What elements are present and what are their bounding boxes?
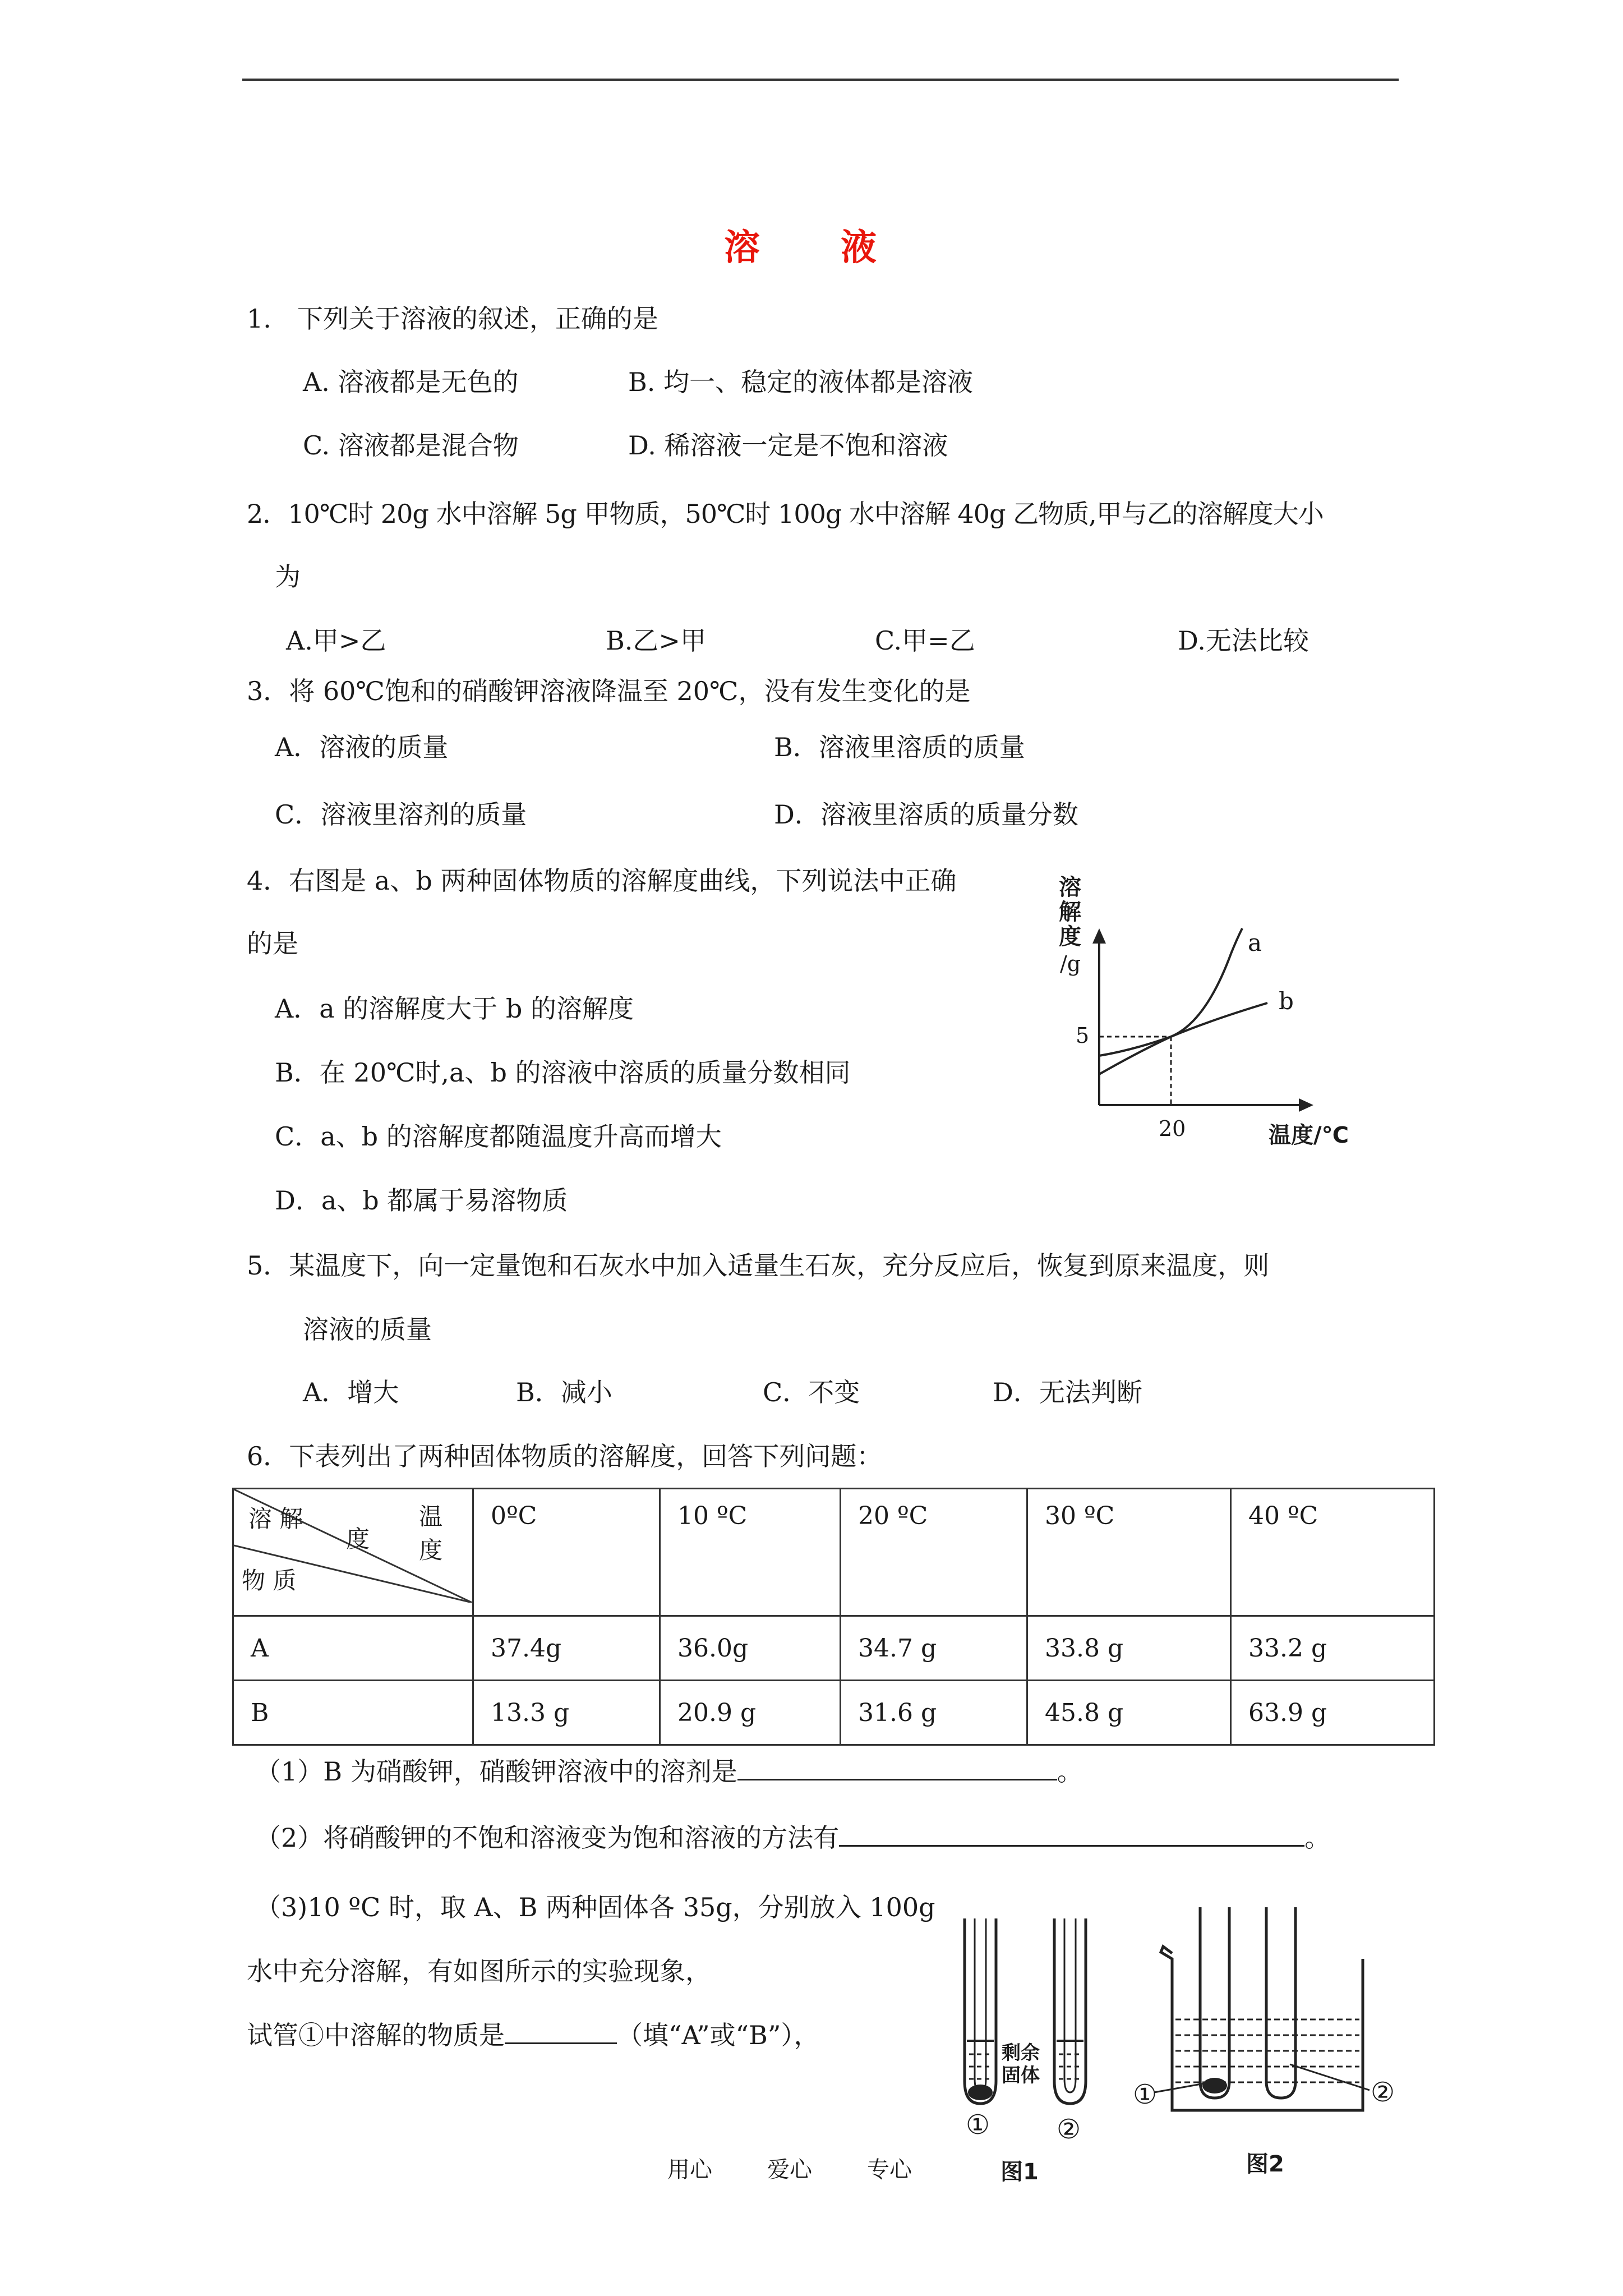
row-a-40c: 33.2 g — [1231, 1616, 1435, 1681]
table-header-row — [233, 1489, 1435, 1616]
q2-option-a: A.甲>乙 — [286, 625, 386, 656]
q6-sub3-answer-blank[interactable] — [505, 2018, 617, 2044]
corner-label-temperature: 温 度 — [419, 1503, 443, 1564]
q6-sub2-period: 。 — [1304, 1823, 1331, 1853]
q4-option-b: B．在 20℃时,a、b 的溶液中溶质的质量分数相同 — [275, 1057, 851, 1088]
footer-zhuanxin: 专心 — [867, 2157, 912, 2183]
fig2-tube-1 — [1200, 1907, 1229, 2098]
tube-1-outline — [965, 1918, 996, 2104]
solubility-curve-svg — [1054, 875, 1368, 1156]
fig2-tube-2 — [1266, 1907, 1295, 2098]
x-axis-arrow-icon — [1299, 1098, 1313, 1112]
q6-stem: 6．下表列出了两种固体物质的溶解度，回答下列问题： — [247, 1441, 883, 1471]
row-b-30c: 45.8 g — [1027, 1681, 1231, 1745]
corner-label-du: 度 — [346, 1525, 370, 1553]
solubility-table — [232, 1488, 1435, 1746]
fig1-tube-2-label: ② — [1057, 2114, 1081, 2145]
row-b-name: B — [233, 1681, 473, 1745]
q4-option-a: A．a 的溶解度大于 b 的溶解度 — [275, 993, 634, 1024]
corner-label-solubility: 溶 解 — [248, 1505, 303, 1533]
figure-1-svg — [948, 1907, 1161, 2143]
q4-option-c: C．a、b 的溶解度都随温度升高而增大 — [275, 1121, 722, 1152]
figure-2 — [1133, 1896, 1408, 2132]
footer-yongxin: 用心 — [667, 2157, 712, 2183]
footer-aixin: 爱心 — [767, 2157, 812, 2183]
graph-yunit: /g — [1060, 951, 1081, 976]
q2-option-c: C.甲=乙 — [875, 625, 975, 656]
q4-stem-line2: 的是 — [247, 928, 298, 959]
fig2-tube-1-label: ① — [1133, 2079, 1158, 2110]
q6-sub3-text-a: 试管①中溶解的物质是 — [247, 2020, 505, 2050]
col-header-10c: 10 ºC — [660, 1489, 841, 1616]
q3-option-b: B．溶液里溶质的质量 — [774, 732, 1025, 762]
table-row-b — [233, 1681, 1435, 1745]
q5-stem-line1: 5．某温度下，向一定量饱和石灰水中加入适量生石灰，充分反应后，恢复到原来温度，则 — [247, 1250, 1270, 1281]
header-rule — [242, 79, 1399, 81]
q2-stem-line1: 2．10℃时 20g 水中溶解 5g 甲物质，50℃时 100g 水中溶解 40g 乙物质,甲与乙的溶解度大小 — [247, 499, 1324, 529]
tube-1-solid — [968, 2085, 993, 2100]
figure-1-caption: 图1 — [1000, 2159, 1039, 2185]
col-header-40c: 40 ºC — [1231, 1489, 1435, 1616]
page-title: 溶 液 — [724, 227, 899, 269]
q3-option-d: D．溶液里溶质的质量分数 — [774, 799, 1078, 830]
figure-2-caption: 图2 — [1246, 2151, 1284, 2177]
q3-stem: 3．将 60℃饱和的硝酸钾溶液降温至 20℃，没有发生变化的是 — [247, 676, 971, 706]
row-a-0c: 37.4g — [473, 1616, 660, 1681]
q2-stem-line2: 为 — [275, 562, 301, 592]
graph-y-tick: 5 — [1076, 1023, 1090, 1048]
row-a-name: A — [233, 1616, 473, 1681]
q1-option-b: B. 均一、稳定的液体都是溶液 — [628, 367, 974, 397]
row-b-40c: 63.9 g — [1231, 1681, 1435, 1745]
q6-sub3-line3 — [247, 2015, 819, 2052]
q1-stem: 1. 下列关于溶液的叙述，正确的是 — [247, 303, 658, 334]
col-header-20c: 20 ºC — [841, 1489, 1027, 1616]
table-corner-cell — [233, 1489, 473, 1616]
q4-option-d: D．a、b 都属于易溶物质 — [275, 1185, 568, 1216]
q5-option-b: B．减小 — [516, 1377, 612, 1407]
remaining-solid-label: 剩余固体 — [1002, 2042, 1040, 2087]
curve-b-label: b — [1279, 987, 1294, 1015]
q5-option-d: D．无法判断 — [993, 1377, 1142, 1407]
q1-option-a: A. 溶液都是无色的 — [303, 367, 519, 397]
graph-x-tick: 20 — [1159, 1116, 1186, 1141]
solubility-curve-graph — [1054, 875, 1368, 1156]
q3-option-c: C．溶液里溶剂的质量 — [275, 799, 527, 830]
q6-sub1 — [255, 1751, 1083, 1788]
graph-ylabel — [1059, 875, 1081, 949]
q4-stem-line1: 4．右图是 a、b 两种固体物质的溶解度曲线，下列说法中正确 — [247, 866, 957, 896]
q5-option-c: C．不变 — [763, 1377, 860, 1407]
row-b-0c: 13.3 g — [473, 1681, 660, 1745]
q6-sub3-text-b: （填“A”或“B”）， — [617, 2020, 820, 2050]
q6-sub3-line2: 水中充分溶解，有如图所示的实验现象， — [247, 1956, 711, 1986]
row-a-10c: 36.0g — [660, 1616, 841, 1681]
q6-sub3-line1: （3)10 ºC 时，取 A、B 两种固体各 35g，分别放入 100g — [255, 1892, 935, 1922]
y-axis-arrow-icon — [1092, 928, 1106, 944]
q6-sub1-answer-blank[interactable] — [737, 1754, 1057, 1780]
ylabel-char-1: 溶 — [1059, 875, 1081, 900]
q1-option-c: C. 溶液都是混合物 — [303, 430, 519, 461]
q5-stem-line2: 溶液的质量 — [303, 1314, 432, 1345]
ylabel-char-3: 度 — [1059, 924, 1081, 950]
table-row-a — [233, 1616, 1435, 1681]
tube-2-outline — [1054, 1918, 1086, 2104]
row-b-20c: 31.6 g — [841, 1681, 1027, 1745]
q2-option-d: D.无法比较 — [1178, 625, 1309, 656]
fig2-tube-1-solid — [1202, 2078, 1227, 2093]
q2-option-b: B.乙>甲 — [606, 625, 706, 656]
row-a-20c: 34.7 g — [841, 1616, 1027, 1681]
q6-sub2 — [255, 1818, 1330, 1855]
figure-1 — [948, 1907, 1161, 2143]
ylabel-char-2: 解 — [1059, 899, 1081, 925]
q6-sub2-text: （2）将硝酸钾的不饱和溶液变为饱和溶液的方法有 — [255, 1823, 840, 1853]
fig2-tube-2-label: ② — [1371, 2077, 1395, 2108]
q6-sub2-answer-blank[interactable] — [839, 1820, 1304, 1847]
fig1-tube-1-label: ① — [966, 2109, 990, 2141]
row-b-10c: 20.9 g — [660, 1681, 841, 1745]
col-header-0c: 0ºC — [473, 1489, 660, 1616]
q6-sub1-period: 。 — [1057, 1756, 1083, 1787]
graph-xlabel: 温度/℃ — [1269, 1122, 1349, 1148]
curve-a-label: a — [1248, 929, 1262, 956]
col-header-30c: 30 ºC — [1027, 1489, 1231, 1616]
q6-sub1-text: （1）B 为硝酸钾，硝酸钾溶液中的溶剂是 — [255, 1756, 737, 1787]
q3-option-a: A．溶液的质量 — [275, 732, 449, 762]
curve-b-line — [1099, 1003, 1267, 1074]
figure-2-svg — [1138, 1896, 1408, 2132]
corner-label-substance: 物 质 — [242, 1567, 297, 1594]
row-a-30c: 33.8 g — [1027, 1616, 1231, 1681]
q5-option-a: A．增大 — [303, 1377, 399, 1407]
q1-option-d: D. 稀溶液一定是不饱和溶液 — [628, 430, 948, 461]
